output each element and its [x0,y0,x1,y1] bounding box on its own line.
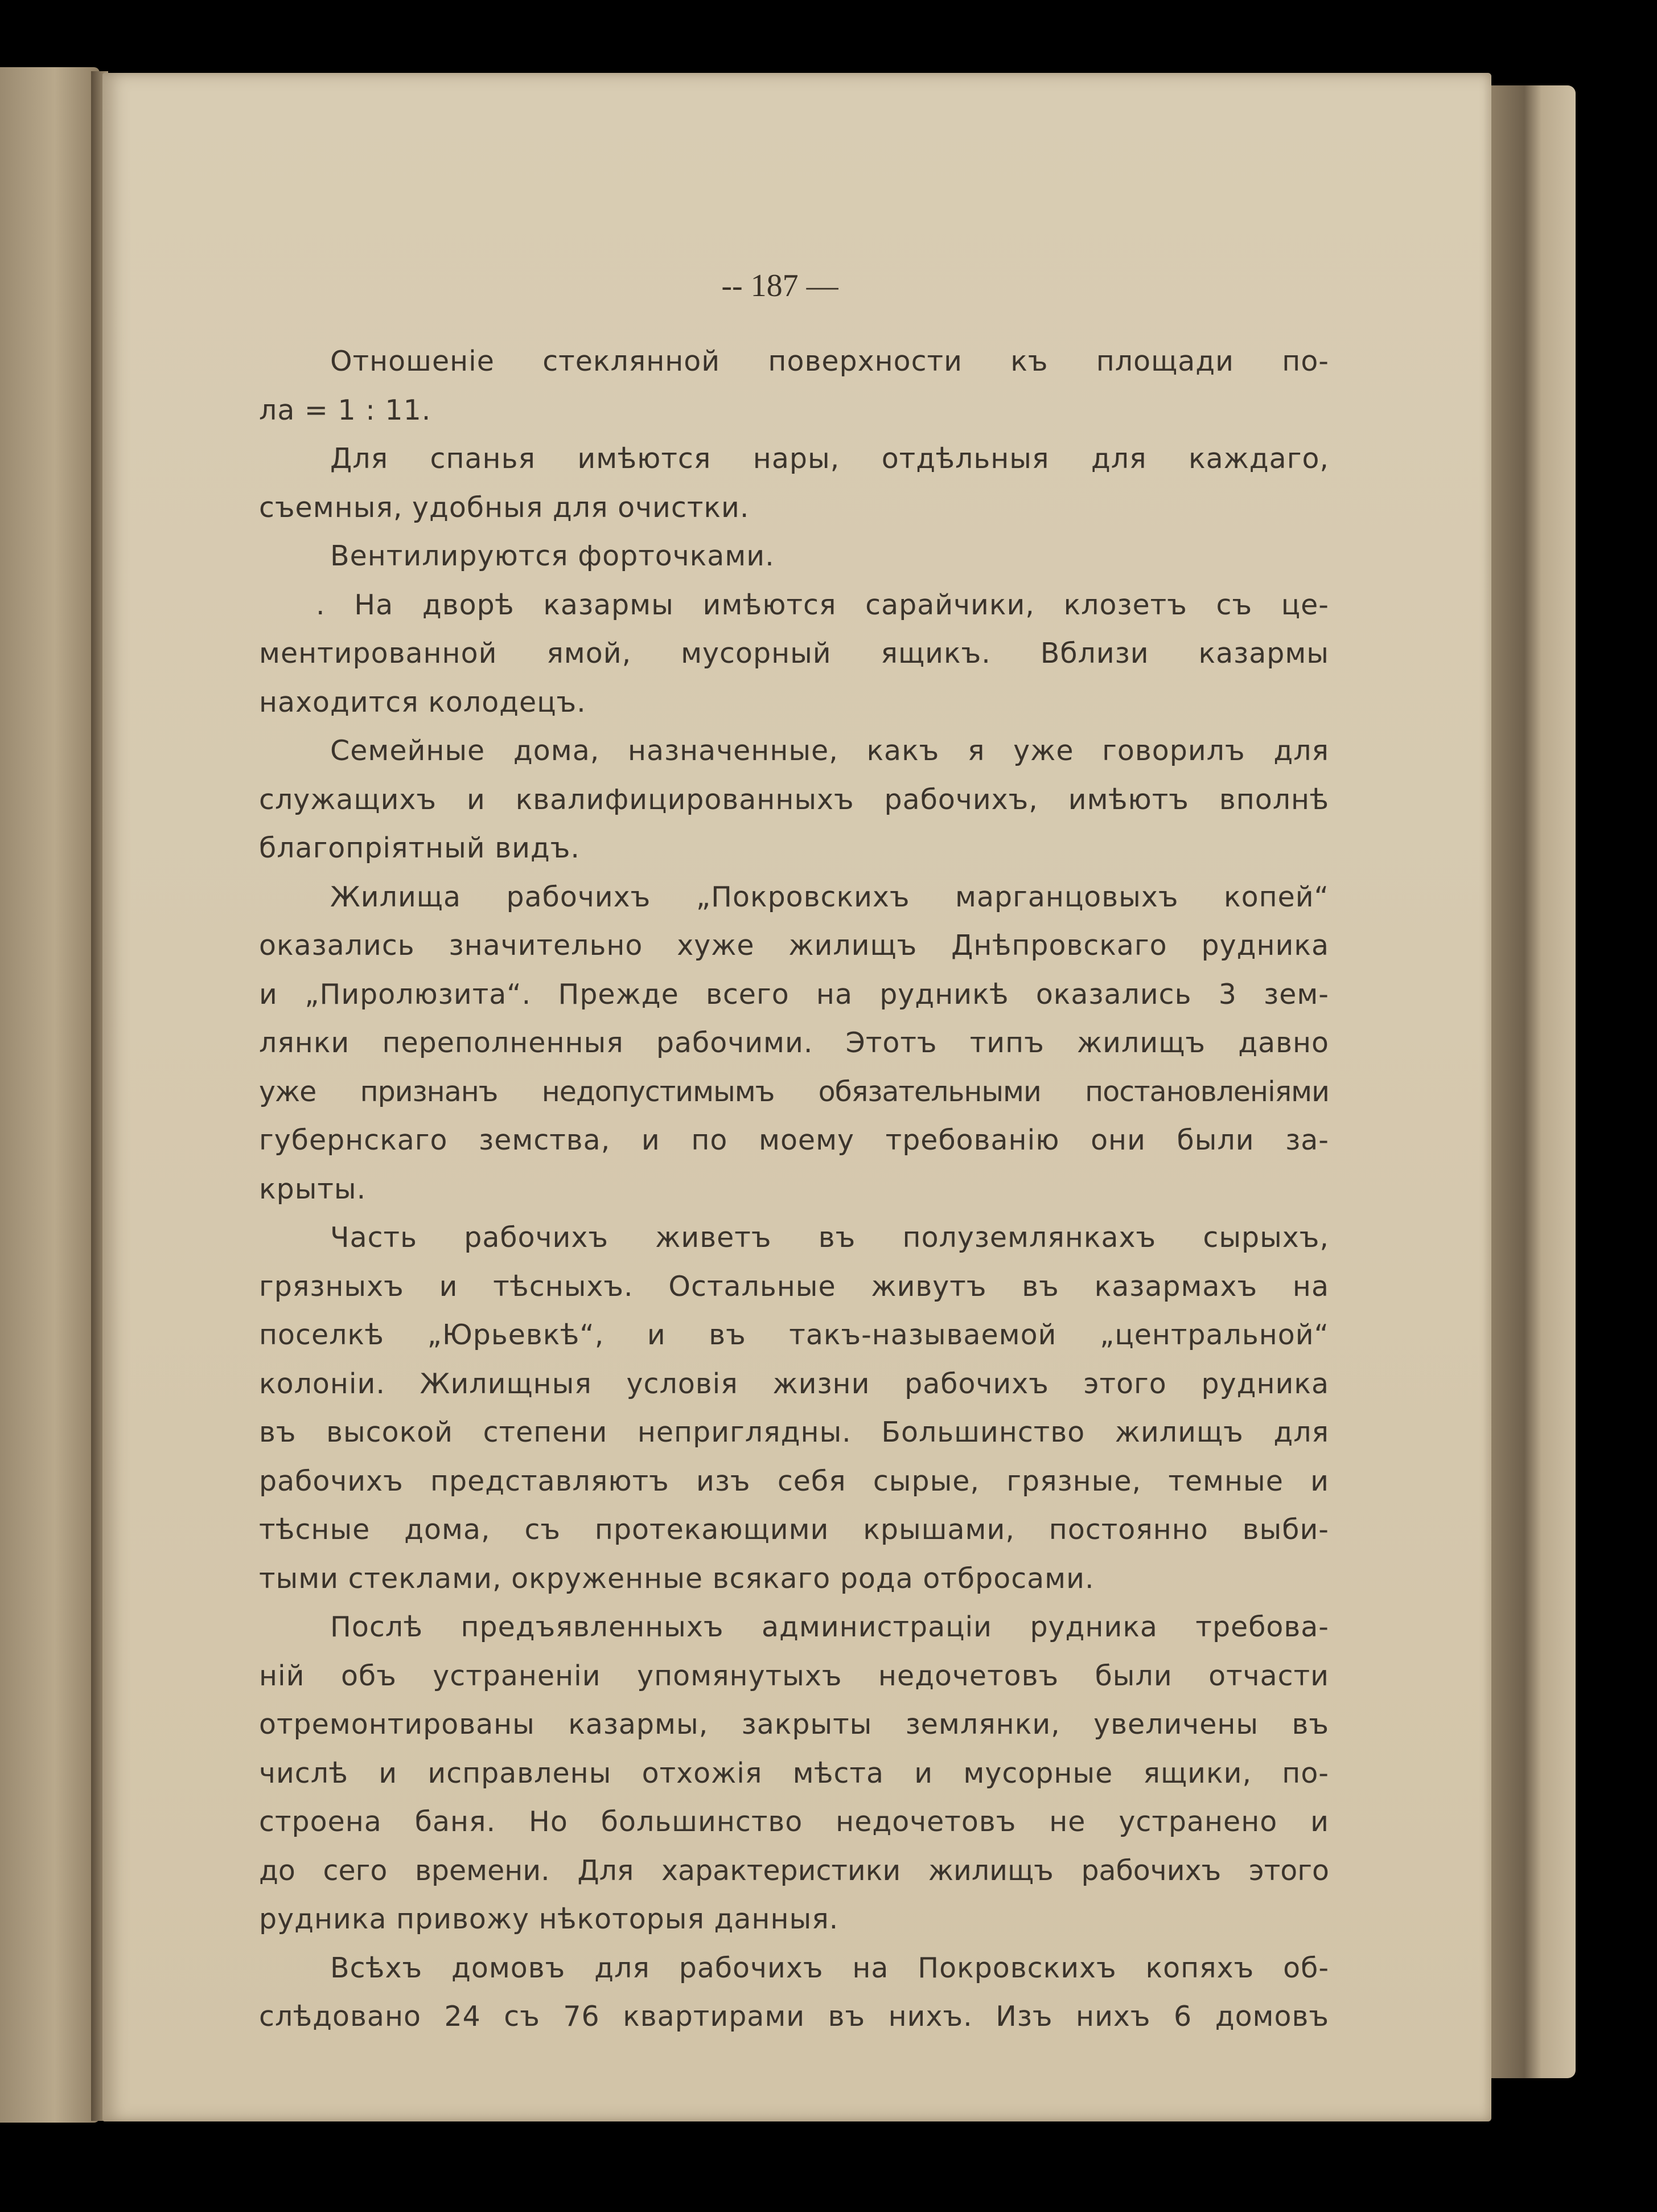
text-line: поселкѣ „Юрьевкѣ“, и въ такъ-называемой „центральной“ [259,1319,1329,1351]
text-line: и „Пиролюзита“. Прежде всего на рудникѣ оказались 3 зем- [259,978,1329,1011]
right-page-edges [1490,85,1576,2078]
text-line: губернскаго земства, и по моему требованiю они были за- [259,1124,1329,1156]
text-line: . На дворѣ казармы имѣются сарайчики, клозетъ съ це- [316,588,1329,621]
text-line: отремонтированы казармы, закрыты землянки, увеличены въ [259,1708,1329,1741]
text-line: слѣдовано 24 съ 76 квартирами въ нихъ. Изъ нихъ 6 домовъ [259,2000,1329,2033]
text-line: грязныхъ и тѣсныхъ. Остальные живутъ въ казармахъ на [259,1270,1329,1303]
text-line: находится колодецъ. [259,686,586,719]
text-line: Послѣ предъявленныхъ администрацiи рудника требова- [330,1611,1329,1643]
text-line: строена баня. Но большинство недочетовъ не устранено и [259,1805,1329,1838]
text-line: колонiи. Жилищныя условiя жизни рабочихъ этого рудника [259,1367,1329,1400]
text-line: съемныя, удобныя для очистки. [259,491,750,524]
text-line: ментированной ямой, мусорный ящикъ. Вблизи казармы [259,637,1329,670]
text-line: крыты. [259,1172,367,1205]
text-line: оказались значительно хуже жилищъ Днѣпровскаго рудника [259,929,1329,962]
text-line: Жилища рабочихъ „Покровскихъ марганцовыхъ копей“ [330,880,1329,913]
left-page-edge [0,67,100,2123]
text-line: до сего времени. Для характеристики жилищъ рабочихъ этого [259,1854,1329,1887]
text-line: Отношенiе стеклянной поверхности къ площади по- [330,345,1329,377]
page-number: -- 187 — [721,268,838,303]
text-line: служащихъ и квалифицированныхъ рабочихъ, имѣютъ вполнѣ [259,783,1329,816]
text-line: тѣсные дома, съ протекающими крышами, постоянно выби- [259,1513,1329,1546]
text-line: Семейные дома, назначенные, какъ я уже говорилъ для [330,734,1329,767]
text-line: Для спанья имѣются нары, отдѣльныя для каждаго, [330,442,1329,475]
text-line: уже признанъ недопустимымъ обязательными постановленiями [259,1075,1329,1108]
text-line: рудника привожу нѣкоторыя данныя. [259,1903,839,1935]
text-line: въ высокой степени неприглядны. Большинство жилищъ для [259,1416,1329,1448]
text-line: нiй объ устраненiи упомянутыхъ недочетовъ были отчасти [259,1659,1329,1692]
text-line: тыми стеклами, окруженные всякаго рода отбросами. [259,1562,1095,1595]
text-line: Всѣхъ домовъ для рабочихъ на Покровскихъ копяхъ об- [330,1951,1329,1984]
page-body-text [259,337,1329,2041]
text-line: числѣ и исправлены отхожiя мѣста и мусорные ящики, по- [259,1757,1329,1790]
text-line: Часть рабочихъ живетъ въ полуземлянкахъ сырыхъ, [330,1221,1329,1254]
text-line: ла = 1 : 11. [259,393,431,426]
text-line: Вентилируются форточками. [330,540,775,572]
text-line: благопрiятный видъ. [259,832,581,864]
text-line: рабочихъ представляютъ изъ себя сырые, грязные, темные и [259,1464,1329,1497]
text-line: лянки переполненныя рабочими. Этотъ типъ жилищъ давно [259,1027,1329,1059]
